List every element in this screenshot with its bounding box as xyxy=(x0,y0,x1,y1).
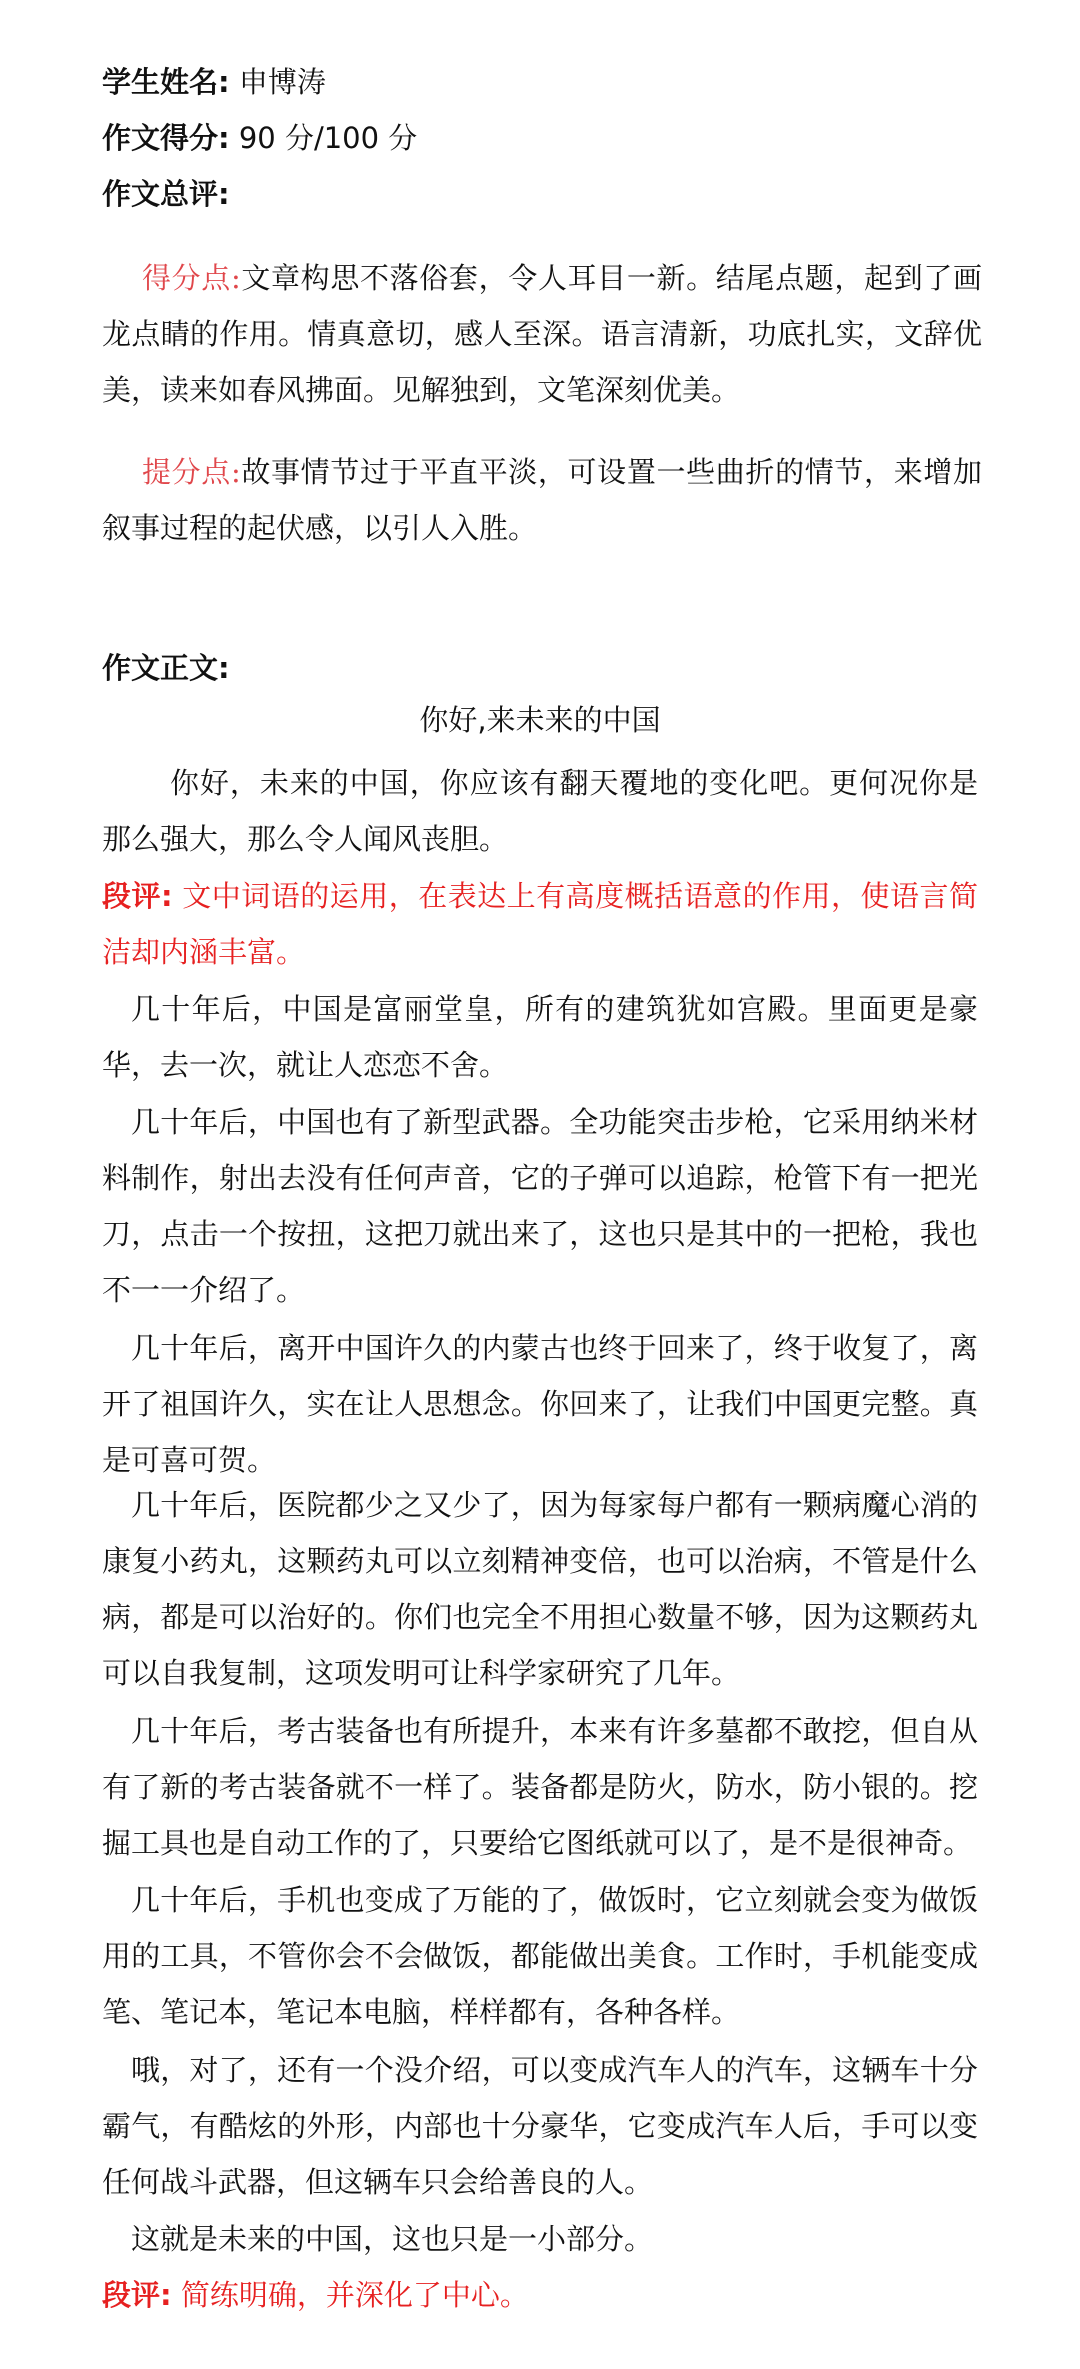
score-label: 作文得分: xyxy=(102,121,230,155)
student-name-value: 申博涛 xyxy=(238,65,326,99)
improvement-paragraph xyxy=(102,444,982,556)
essay-paragraph-7: 几十年后，手机也变成了万能的了，做饭时，它立刻就会变为做饭用的工具，不管你会不会做饭，都能做出美食。工作时，手机能变成笔、笔记本，笔记本电脑，样样都有，各种各样。 xyxy=(102,1883,978,2029)
paragraph-comment-label: 段评: xyxy=(102,879,173,913)
improvement-text: 故事情节过于平直平淡，可设置一些曲折的情节，来增加叙事过程的起伏感，以引人入胜。 xyxy=(102,455,982,545)
score-value: 90 分/100 分 xyxy=(238,121,418,155)
paragraph-comment-2 xyxy=(102,2267,978,2323)
essay-paragraph-8: 哦，对了，还有一个没介绍，可以变成汽车人的汽车，这辆车十分霸气，有酷炫的外形，内部也十分豪华，它变成汽车人后，手可以变任何战斗武器，但这辆车只会给善良的人。 xyxy=(102,2053,978,2199)
paragraph-comment-text: 简练明确，并深化了中心。 xyxy=(180,2278,529,2312)
paragraph-comment-text: 文中词语的运用，在表达上有高度概括语意的作用，使语言简洁却内涵丰富。 xyxy=(102,879,978,969)
essay-body-row xyxy=(102,648,230,688)
improvement-tag: 提分点: xyxy=(142,455,241,489)
essay-paragraph-4: 几十年后，离开中国许久的内蒙古也终于回来了，终于收复了，离开了祖国许久，实在让人思想念。你回来了，让我们中国更完整。真是可喜可贺。 xyxy=(102,1331,978,1477)
student-name-row xyxy=(102,62,326,102)
overall-review-label: 作文总评: xyxy=(102,177,230,211)
paragraph-comment-label: 段评: xyxy=(102,2278,172,2312)
essay-paragraph-9: 这就是未来的中国，这也只是一小部分。 xyxy=(131,2222,654,2256)
essay-paragraph-6: 几十年后，考古装备也有所提升，本来有许多墓都不敢挖，但自从有了新的考古装备就不一样了。装备都是防火，防水，防小银的。挖掘工具也是自动工作的了，只要给它图纸就可以了，是不是很神奇。 xyxy=(102,1714,978,1860)
essay-paragraph-1: 你好，未来的中国，你应该有翻天覆地的变化吧。更何况你是那么强大，那么令人闻风丧胆。 xyxy=(102,766,978,856)
essay-paragraph-5: 几十年后，医院都少之又少了，因为每家每户都有一颗病魔心消的康复小药丸，这颗药丸可以立刻精神变倍，也可以治病，不管是什么病，都是可以治好的。你们也完全不用担心数量不够，因为这颗药丸可以自我复制，这项发明可让科学家研究了几年。 xyxy=(102,1488,978,1690)
strengths-tag: 得分点: xyxy=(142,261,241,295)
overall-review-row xyxy=(102,174,230,214)
strengths-text: 文章构思不落俗套，令人耳目一新。结尾点题，起到了画龙点睛的作用。情真意切，感人至深。语言清新，功底扎实，文辞优美，读来如春风拂面。见解独到，文笔深刻优美。 xyxy=(102,261,982,407)
essay-title: 你好,来未来的中国 xyxy=(419,703,661,737)
essay-paragraph-3: 几十年后，中国也有了新型武器。全功能突击步枪，它采用纳米材料制作，射出去没有任何声音，它的子弹可以追踪，枪管下有一把光刀，点击一个按扭，这把刀就出来了，这也只是其中的一把枪，我也不一一介绍了。 xyxy=(102,1105,978,1307)
student-name-label: 学生姓名: xyxy=(102,65,230,99)
strengths-paragraph xyxy=(102,250,982,418)
score-row xyxy=(102,118,417,158)
essay-paragraph-2: 几十年后，中国是富丽堂皇，所有的建筑犹如宫殿。里面更是豪华，去一次，就让人恋恋不舍。 xyxy=(102,992,978,1082)
essay-body-label: 作文正文: xyxy=(102,651,230,685)
paragraph-comment-1 xyxy=(102,868,978,980)
